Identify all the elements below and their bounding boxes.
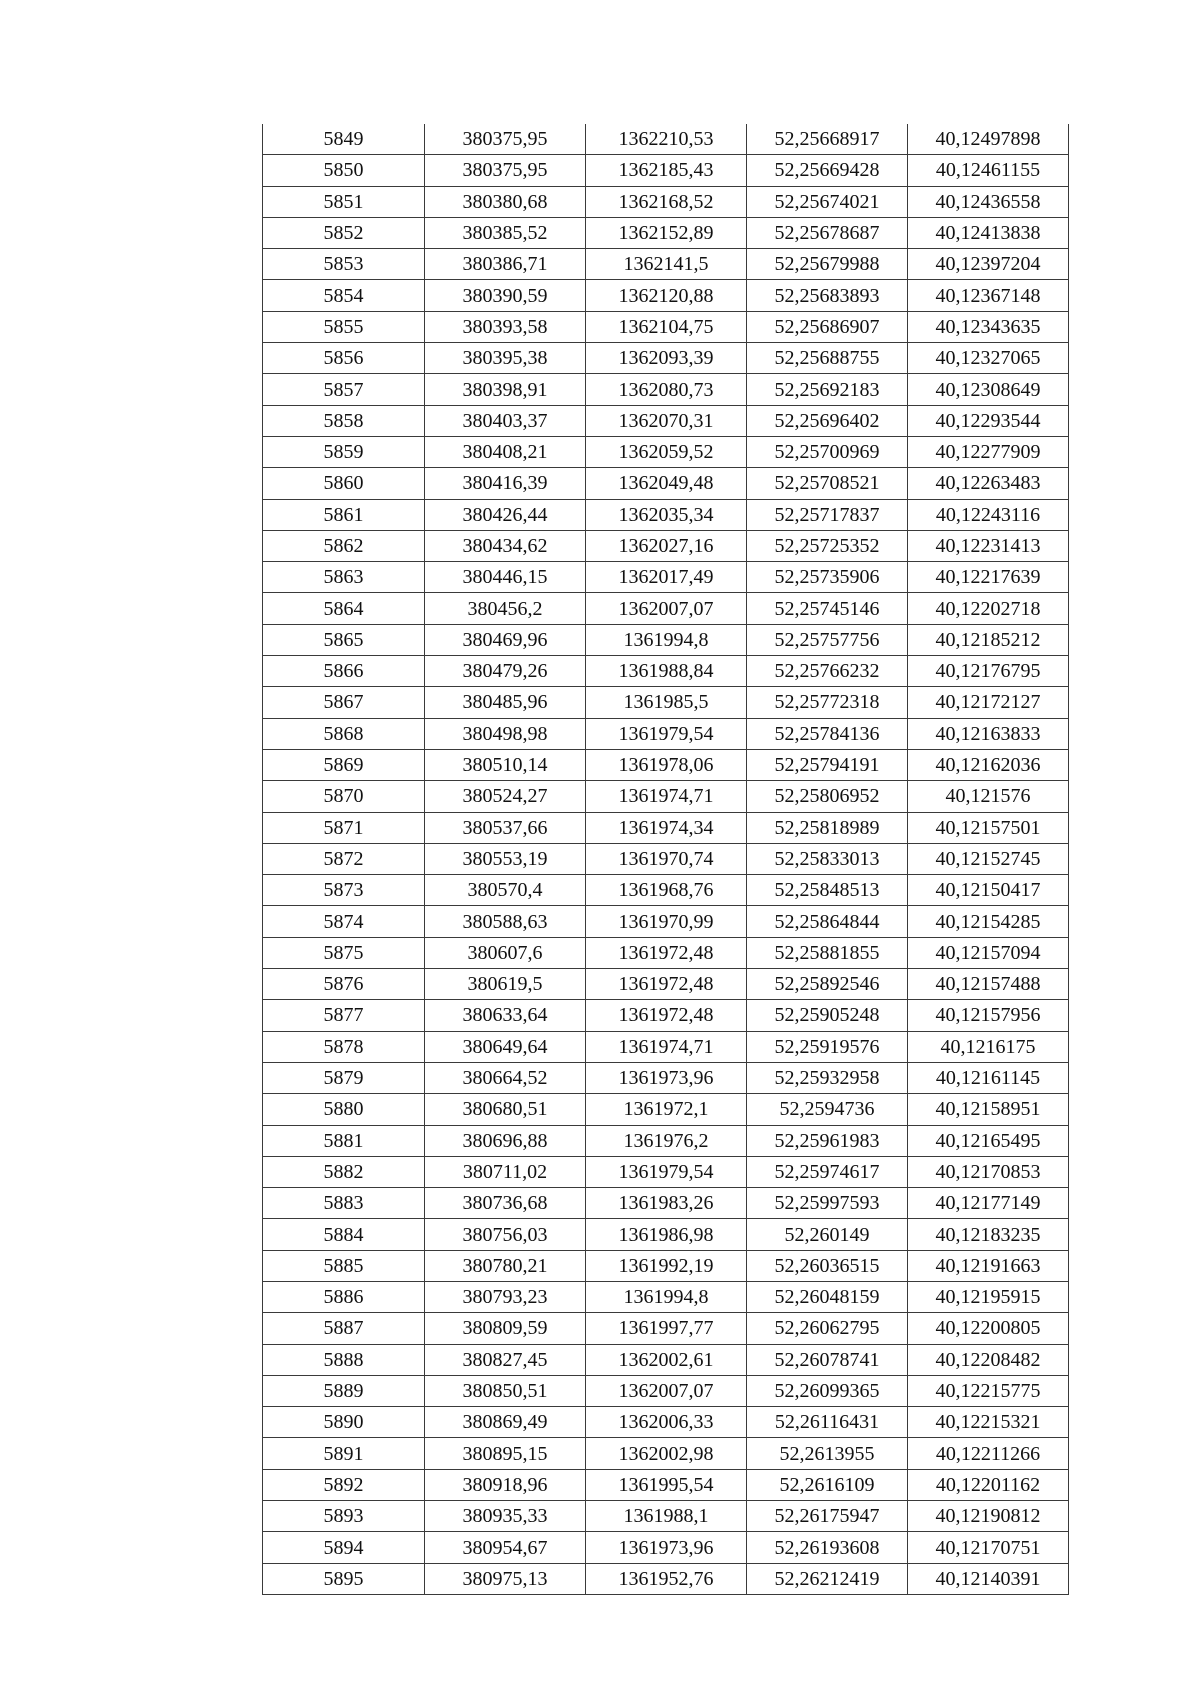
table-row — [263, 1281, 1069, 1312]
table-row — [263, 1219, 1069, 1250]
table-row — [263, 499, 1069, 530]
latitude-cell: 52,25818989 — [747, 812, 908, 843]
latitude-cell: 52,25679988 — [747, 249, 908, 280]
x-coordinate-cell: 380510,14 — [425, 749, 586, 780]
point-number-cell: 5856 — [263, 343, 425, 374]
longitude-cell: 40,12367148 — [908, 280, 1069, 311]
point-number-cell: 5891 — [263, 1438, 425, 1469]
table-row — [263, 468, 1069, 499]
y-coordinate-cell: 1362185,43 — [586, 155, 747, 186]
point-number-cell: 5882 — [263, 1156, 425, 1187]
point-number-cell: 5867 — [263, 687, 425, 718]
point-number-cell: 5857 — [263, 374, 425, 405]
longitude-cell: 40,12293544 — [908, 405, 1069, 436]
table-row — [263, 562, 1069, 593]
longitude-cell: 40,12177149 — [908, 1188, 1069, 1219]
table-row — [263, 405, 1069, 436]
latitude-cell: 52,25686907 — [747, 311, 908, 342]
table-row — [263, 1094, 1069, 1125]
x-coordinate-cell: 380918,96 — [425, 1469, 586, 1500]
y-coordinate-cell: 1362027,16 — [586, 530, 747, 561]
latitude-cell: 52,25932958 — [747, 1062, 908, 1093]
point-number-cell: 5895 — [263, 1563, 425, 1594]
point-number-cell: 5864 — [263, 593, 425, 624]
x-coordinate-cell: 380398,91 — [425, 374, 586, 405]
latitude-cell: 52,25848513 — [747, 875, 908, 906]
point-number-cell: 5883 — [263, 1188, 425, 1219]
longitude-cell: 40,12150417 — [908, 875, 1069, 906]
table-row — [263, 593, 1069, 624]
latitude-cell: 52,25700969 — [747, 436, 908, 467]
latitude-cell: 52,25725352 — [747, 530, 908, 561]
y-coordinate-cell: 1361997,77 — [586, 1313, 747, 1344]
table-row — [263, 1000, 1069, 1031]
point-number-cell: 5866 — [263, 656, 425, 687]
x-coordinate-cell: 380711,02 — [425, 1156, 586, 1187]
x-coordinate-cell: 380954,67 — [425, 1532, 586, 1563]
table-row — [263, 1062, 1069, 1093]
latitude-cell: 52,25735906 — [747, 562, 908, 593]
coordinates-table — [262, 124, 1069, 1595]
table-row — [263, 530, 1069, 561]
x-coordinate-cell: 380479,26 — [425, 656, 586, 687]
table-row — [263, 1469, 1069, 1500]
y-coordinate-cell: 1361979,54 — [586, 718, 747, 749]
x-coordinate-cell: 380756,03 — [425, 1219, 586, 1250]
table-row — [263, 1344, 1069, 1375]
point-number-cell: 5861 — [263, 499, 425, 530]
y-coordinate-cell: 1361972,48 — [586, 937, 747, 968]
latitude-cell: 52,25864844 — [747, 906, 908, 937]
latitude-cell: 52,25766232 — [747, 656, 908, 687]
point-number-cell: 5884 — [263, 1219, 425, 1250]
longitude-cell: 40,12327065 — [908, 343, 1069, 374]
point-number-cell: 5885 — [263, 1250, 425, 1281]
longitude-cell: 40,12190812 — [908, 1501, 1069, 1532]
point-number-cell: 5869 — [263, 749, 425, 780]
y-coordinate-cell: 1361988,84 — [586, 656, 747, 687]
point-number-cell: 5875 — [263, 937, 425, 968]
y-coordinate-cell: 1362168,52 — [586, 186, 747, 217]
point-number-cell: 5878 — [263, 1031, 425, 1062]
latitude-cell: 52,25745146 — [747, 593, 908, 624]
y-coordinate-cell: 1362002,61 — [586, 1344, 747, 1375]
x-coordinate-cell: 380827,45 — [425, 1344, 586, 1375]
x-coordinate-cell: 380426,44 — [425, 499, 586, 530]
latitude-cell: 52,26048159 — [747, 1281, 908, 1312]
y-coordinate-cell: 1361972,1 — [586, 1094, 747, 1125]
point-number-cell: 5871 — [263, 812, 425, 843]
latitude-cell: 52,26193608 — [747, 1532, 908, 1563]
longitude-cell: 40,12243116 — [908, 499, 1069, 530]
y-coordinate-cell: 1362035,34 — [586, 499, 747, 530]
point-number-cell: 5876 — [263, 969, 425, 1000]
longitude-cell: 40,12170853 — [908, 1156, 1069, 1187]
table-row — [263, 1501, 1069, 1532]
y-coordinate-cell: 1362104,75 — [586, 311, 747, 342]
longitude-cell: 40,12172127 — [908, 687, 1069, 718]
table-row — [263, 311, 1069, 342]
x-coordinate-cell: 380780,21 — [425, 1250, 586, 1281]
latitude-cell: 52,25905248 — [747, 1000, 908, 1031]
x-coordinate-cell: 380895,15 — [425, 1438, 586, 1469]
latitude-cell: 52,25678687 — [747, 217, 908, 248]
x-coordinate-cell: 380696,88 — [425, 1125, 586, 1156]
point-number-cell: 5894 — [263, 1532, 425, 1563]
latitude-cell: 52,25674021 — [747, 186, 908, 217]
table-row — [263, 749, 1069, 780]
latitude-cell: 52,260149 — [747, 1219, 908, 1250]
x-coordinate-cell: 380869,49 — [425, 1407, 586, 1438]
longitude-cell: 40,121576 — [908, 781, 1069, 812]
y-coordinate-cell: 1361994,8 — [586, 624, 747, 655]
table-row — [263, 656, 1069, 687]
table-row — [263, 249, 1069, 280]
table-row — [263, 906, 1069, 937]
table-row — [263, 937, 1069, 968]
x-coordinate-cell: 380485,96 — [425, 687, 586, 718]
y-coordinate-cell: 1361985,5 — [586, 687, 747, 718]
y-coordinate-cell: 1361974,34 — [586, 812, 747, 843]
x-coordinate-cell: 380446,15 — [425, 562, 586, 593]
table-row — [263, 1313, 1069, 1344]
table-row — [263, 1250, 1069, 1281]
longitude-cell: 40,12211266 — [908, 1438, 1069, 1469]
x-coordinate-cell: 380809,59 — [425, 1313, 586, 1344]
longitude-cell: 40,12140391 — [908, 1563, 1069, 1594]
x-coordinate-cell: 380975,13 — [425, 1563, 586, 1594]
y-coordinate-cell: 1362007,07 — [586, 593, 747, 624]
longitude-cell: 40,12200805 — [908, 1313, 1069, 1344]
table-row — [263, 124, 1069, 155]
table-row — [263, 436, 1069, 467]
y-coordinate-cell: 1362080,73 — [586, 374, 747, 405]
longitude-cell: 40,12185212 — [908, 624, 1069, 655]
x-coordinate-cell: 380390,59 — [425, 280, 586, 311]
table-row — [263, 1563, 1069, 1594]
longitude-cell: 40,12162036 — [908, 749, 1069, 780]
point-number-cell: 5855 — [263, 311, 425, 342]
point-number-cell: 5888 — [263, 1344, 425, 1375]
y-coordinate-cell: 1361974,71 — [586, 1031, 747, 1062]
table-row — [263, 1532, 1069, 1563]
longitude-cell: 40,12170751 — [908, 1532, 1069, 1563]
y-coordinate-cell: 1361986,98 — [586, 1219, 747, 1250]
x-coordinate-cell: 380537,66 — [425, 812, 586, 843]
table-row — [263, 718, 1069, 749]
latitude-cell: 52,25772318 — [747, 687, 908, 718]
x-coordinate-cell: 380375,95 — [425, 124, 586, 155]
point-number-cell: 5873 — [263, 875, 425, 906]
point-number-cell: 5886 — [263, 1281, 425, 1312]
longitude-cell: 40,12308649 — [908, 374, 1069, 405]
latitude-cell: 52,25919576 — [747, 1031, 908, 1062]
x-coordinate-cell: 380619,5 — [425, 969, 586, 1000]
longitude-cell: 40,12191663 — [908, 1250, 1069, 1281]
longitude-cell: 40,12461155 — [908, 155, 1069, 186]
latitude-cell: 52,25696402 — [747, 405, 908, 436]
y-coordinate-cell: 1361968,76 — [586, 875, 747, 906]
y-coordinate-cell: 1362017,49 — [586, 562, 747, 593]
x-coordinate-cell: 380469,96 — [425, 624, 586, 655]
x-coordinate-cell: 380553,19 — [425, 843, 586, 874]
y-coordinate-cell: 1362141,5 — [586, 249, 747, 280]
table-row — [263, 969, 1069, 1000]
latitude-cell: 52,2613955 — [747, 1438, 908, 1469]
x-coordinate-cell: 380408,21 — [425, 436, 586, 467]
latitude-cell: 52,26116431 — [747, 1407, 908, 1438]
table-row — [263, 1407, 1069, 1438]
point-number-cell: 5851 — [263, 186, 425, 217]
x-coordinate-cell: 380736,68 — [425, 1188, 586, 1219]
latitude-cell: 52,26099365 — [747, 1375, 908, 1406]
table-row — [263, 1188, 1069, 1219]
longitude-cell: 40,12195915 — [908, 1281, 1069, 1312]
longitude-cell: 40,12497898 — [908, 124, 1069, 155]
x-coordinate-cell: 380375,95 — [425, 155, 586, 186]
table-row — [263, 624, 1069, 655]
table-row — [263, 280, 1069, 311]
point-number-cell: 5849 — [263, 124, 425, 155]
point-number-cell: 5890 — [263, 1407, 425, 1438]
y-coordinate-cell: 1362210,53 — [586, 124, 747, 155]
y-coordinate-cell: 1362049,48 — [586, 468, 747, 499]
y-coordinate-cell: 1361983,26 — [586, 1188, 747, 1219]
y-coordinate-cell: 1361979,54 — [586, 1156, 747, 1187]
y-coordinate-cell: 1361973,96 — [586, 1062, 747, 1093]
point-number-cell: 5853 — [263, 249, 425, 280]
latitude-cell: 52,26078741 — [747, 1344, 908, 1375]
y-coordinate-cell: 1362006,33 — [586, 1407, 747, 1438]
x-coordinate-cell: 380850,51 — [425, 1375, 586, 1406]
point-number-cell: 5879 — [263, 1062, 425, 1093]
table-row — [263, 843, 1069, 874]
x-coordinate-cell: 380498,98 — [425, 718, 586, 749]
longitude-cell: 40,12397204 — [908, 249, 1069, 280]
y-coordinate-cell: 1361970,74 — [586, 843, 747, 874]
y-coordinate-cell: 1361992,19 — [586, 1250, 747, 1281]
latitude-cell: 52,26062795 — [747, 1313, 908, 1344]
longitude-cell: 40,12202718 — [908, 593, 1069, 624]
longitude-cell: 40,12343635 — [908, 311, 1069, 342]
x-coordinate-cell: 380393,58 — [425, 311, 586, 342]
longitude-cell: 40,12183235 — [908, 1219, 1069, 1250]
table-row — [263, 1125, 1069, 1156]
latitude-cell: 52,25961983 — [747, 1125, 908, 1156]
y-coordinate-cell: 1361973,96 — [586, 1532, 747, 1563]
x-coordinate-cell: 380680,51 — [425, 1094, 586, 1125]
x-coordinate-cell: 380935,33 — [425, 1501, 586, 1532]
table-row — [263, 1156, 1069, 1187]
point-number-cell: 5868 — [263, 718, 425, 749]
y-coordinate-cell: 1361994,8 — [586, 1281, 747, 1312]
point-number-cell: 5858 — [263, 405, 425, 436]
point-number-cell: 5877 — [263, 1000, 425, 1031]
latitude-cell: 52,25833013 — [747, 843, 908, 874]
x-coordinate-cell: 380793,23 — [425, 1281, 586, 1312]
longitude-cell: 40,12157094 — [908, 937, 1069, 968]
longitude-cell: 40,12158951 — [908, 1094, 1069, 1125]
point-number-cell: 5881 — [263, 1125, 425, 1156]
point-number-cell: 5893 — [263, 1501, 425, 1532]
table-row — [263, 781, 1069, 812]
latitude-cell: 52,25717837 — [747, 499, 908, 530]
y-coordinate-cell: 1361976,2 — [586, 1125, 747, 1156]
coordinates-table-body — [263, 124, 1069, 1594]
latitude-cell: 52,26212419 — [747, 1563, 908, 1594]
point-number-cell: 5874 — [263, 906, 425, 937]
y-coordinate-cell: 1361972,48 — [586, 1000, 747, 1031]
y-coordinate-cell: 1362070,31 — [586, 405, 747, 436]
table-row — [263, 186, 1069, 217]
x-coordinate-cell: 380456,2 — [425, 593, 586, 624]
x-coordinate-cell: 380385,52 — [425, 217, 586, 248]
longitude-cell: 40,12215321 — [908, 1407, 1069, 1438]
x-coordinate-cell: 380633,64 — [425, 1000, 586, 1031]
longitude-cell: 40,12215775 — [908, 1375, 1069, 1406]
latitude-cell: 52,25892546 — [747, 969, 908, 1000]
table-row — [263, 155, 1069, 186]
longitude-cell: 40,12201162 — [908, 1469, 1069, 1500]
x-coordinate-cell: 380386,71 — [425, 249, 586, 280]
longitude-cell: 40,12231413 — [908, 530, 1069, 561]
latitude-cell: 52,25668917 — [747, 124, 908, 155]
x-coordinate-cell: 380524,27 — [425, 781, 586, 812]
point-number-cell: 5852 — [263, 217, 425, 248]
latitude-cell: 52,25974617 — [747, 1156, 908, 1187]
y-coordinate-cell: 1362002,98 — [586, 1438, 747, 1469]
y-coordinate-cell: 1361952,76 — [586, 1563, 747, 1594]
x-coordinate-cell: 380403,37 — [425, 405, 586, 436]
point-number-cell: 5887 — [263, 1313, 425, 1344]
latitude-cell: 52,25683893 — [747, 280, 908, 311]
longitude-cell: 40,12152745 — [908, 843, 1069, 874]
point-number-cell: 5872 — [263, 843, 425, 874]
longitude-cell: 40,12157501 — [908, 812, 1069, 843]
table-row — [263, 1031, 1069, 1062]
latitude-cell: 52,25692183 — [747, 374, 908, 405]
latitude-cell: 52,25784136 — [747, 718, 908, 749]
longitude-cell: 40,1216175 — [908, 1031, 1069, 1062]
longitude-cell: 40,12436558 — [908, 186, 1069, 217]
x-coordinate-cell: 380416,39 — [425, 468, 586, 499]
latitude-cell: 52,25757756 — [747, 624, 908, 655]
x-coordinate-cell: 380588,63 — [425, 906, 586, 937]
longitude-cell: 40,12157488 — [908, 969, 1069, 1000]
x-coordinate-cell: 380570,4 — [425, 875, 586, 906]
y-coordinate-cell: 1362059,52 — [586, 436, 747, 467]
point-number-cell: 5859 — [263, 436, 425, 467]
latitude-cell: 52,25997593 — [747, 1188, 908, 1219]
longitude-cell: 40,12217639 — [908, 562, 1069, 593]
longitude-cell: 40,12176795 — [908, 656, 1069, 687]
x-coordinate-cell: 380434,62 — [425, 530, 586, 561]
y-coordinate-cell: 1361974,71 — [586, 781, 747, 812]
x-coordinate-cell: 380395,38 — [425, 343, 586, 374]
latitude-cell: 52,26036515 — [747, 1250, 908, 1281]
point-number-cell: 5854 — [263, 280, 425, 311]
point-number-cell: 5862 — [263, 530, 425, 561]
table-row — [263, 217, 1069, 248]
table-row — [263, 1375, 1069, 1406]
latitude-cell: 52,25806952 — [747, 781, 908, 812]
latitude-cell: 52,25794191 — [747, 749, 908, 780]
y-coordinate-cell: 1362007,07 — [586, 1375, 747, 1406]
table-row — [263, 875, 1069, 906]
latitude-cell: 52,25669428 — [747, 155, 908, 186]
table-row — [263, 374, 1069, 405]
longitude-cell: 40,12208482 — [908, 1344, 1069, 1375]
longitude-cell: 40,12263483 — [908, 468, 1069, 499]
point-number-cell: 5865 — [263, 624, 425, 655]
y-coordinate-cell: 1361978,06 — [586, 749, 747, 780]
latitude-cell: 52,2616109 — [747, 1469, 908, 1500]
y-coordinate-cell: 1362093,39 — [586, 343, 747, 374]
longitude-cell: 40,12154285 — [908, 906, 1069, 937]
longitude-cell: 40,12413838 — [908, 217, 1069, 248]
x-coordinate-cell: 380664,52 — [425, 1062, 586, 1093]
point-number-cell: 5880 — [263, 1094, 425, 1125]
y-coordinate-cell: 1362120,88 — [586, 280, 747, 311]
y-coordinate-cell: 1361972,48 — [586, 969, 747, 1000]
x-coordinate-cell: 380649,64 — [425, 1031, 586, 1062]
point-number-cell: 5870 — [263, 781, 425, 812]
latitude-cell: 52,26175947 — [747, 1501, 908, 1532]
latitude-cell: 52,25881855 — [747, 937, 908, 968]
x-coordinate-cell: 380607,6 — [425, 937, 586, 968]
longitude-cell: 40,12277909 — [908, 436, 1069, 467]
latitude-cell: 52,25708521 — [747, 468, 908, 499]
y-coordinate-cell: 1362152,89 — [586, 217, 747, 248]
point-number-cell: 5889 — [263, 1375, 425, 1406]
latitude-cell: 52,2594736 — [747, 1094, 908, 1125]
latitude-cell: 52,25688755 — [747, 343, 908, 374]
x-coordinate-cell: 380380,68 — [425, 186, 586, 217]
point-number-cell: 5850 — [263, 155, 425, 186]
point-number-cell: 5892 — [263, 1469, 425, 1500]
y-coordinate-cell: 1361988,1 — [586, 1501, 747, 1532]
longitude-cell: 40,12165495 — [908, 1125, 1069, 1156]
longitude-cell: 40,12163833 — [908, 718, 1069, 749]
table-row — [263, 812, 1069, 843]
longitude-cell: 40,12157956 — [908, 1000, 1069, 1031]
point-number-cell: 5863 — [263, 562, 425, 593]
table-row — [263, 687, 1069, 718]
table-row — [263, 343, 1069, 374]
y-coordinate-cell: 1361995,54 — [586, 1469, 747, 1500]
longitude-cell: 40,12161145 — [908, 1062, 1069, 1093]
point-number-cell: 5860 — [263, 468, 425, 499]
y-coordinate-cell: 1361970,99 — [586, 906, 747, 937]
table-row — [263, 1438, 1069, 1469]
